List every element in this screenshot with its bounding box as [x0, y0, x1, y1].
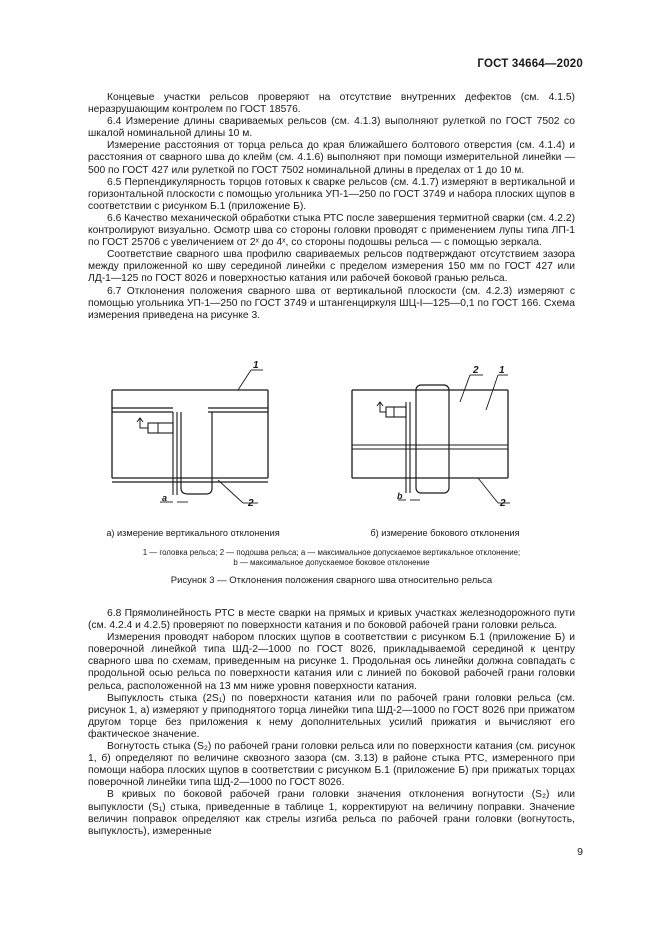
legend-line-1: 1 — головка рельса; 2 — подошва рельса; a — максимальное допускаемое вертикальное отклонение; — [142, 548, 521, 557]
callout-1-a: 1 — [253, 360, 259, 371]
legend-line-2: b — максимальное допускаемое боковое отклонение — [233, 558, 430, 567]
paragraph: Выпуклость стыка (2S₁) по поверхности катания или по рабочей грани головки рельса (см. рисунок 1, а) измеряют у приподнятого торца линейки типа ШД-2—1000 по ГОСТ 8026 при прижатом другом торце без приложения к нему дополнительных усилий прижатия и вычисляют его фактическое значение. — [88, 692, 575, 740]
figure-label-a: а) измерение вертикального отклонения — [106, 528, 280, 538]
paragraph: Вогнутость стыка (S₂) по рабочей грани головки рельса или по поверхности катания (см. рисунок 1, б) определяют по величине сквозного зазора (см. 3.13) в районе стыка РТС, измеренного при помощи набора плоских щупов в соответствии с рисунком Б.1 (приложение Б) при прижатых торцах поверочной линейки типа ШД-2—1000 по ГОСТ 8026. — [88, 741, 575, 789]
paragraph: Измерение расстояния от торца рельса до края ближайшего болтового отверстия (см. 4.1.4) и расстояния от сварного шва до клейм (см. 4.1.6) выполняют при помощи измерительной линейки — 500 по ГОСТ 427 или рулеткой по ГОСТ 7502 номинальной длины в пределах от 1 до 10 м. — [88, 140, 575, 176]
figure-callouts — [162, 360, 506, 509]
diagram-b — [352, 375, 510, 503]
paragraph: 6.8 Прямолинейность РТС в месте сварки на прямых и кривых участках железнодорожного пути (см. 4.2.4 и 4.2.5) проверяют по поверхности катания и по боковой рабочей грани головки рельса. — [88, 608, 575, 632]
callout-2-a: 2 — [248, 498, 254, 509]
paragraph: 6.6 Качество механической обработки стыка РТС после завершения термитной сварки (см. 4.2.2) контролируют визуально. Осмотр шва со стороны головки проводят с применением лупы типа ЛП-1 по ГОСТ 25706 с увеличением от 2ˣ до 4ˣ, со стороны подошвы рельса — с помощью зеркала. — [88, 212, 576, 249]
document-header: ГОСТ 34664—2020 — [477, 58, 583, 70]
figure-3-drawing — [88, 360, 575, 540]
figure-legend — [100, 548, 563, 568]
callout-2-b-bottom: 2 — [500, 498, 506, 509]
figure-caption: Рисунок 3 — Отклонения положения сварного шва относительно рельса — [170, 575, 493, 586]
dimension-b-label: b — [397, 491, 403, 501]
text-block-top — [88, 92, 575, 322]
text-block-bottom — [88, 608, 575, 838]
paragraph: Концевые участки рельсов проверяют на отсутствие внутренних дефектов (см. 4.1.5) неразрушающим контролем по ГОСТ 18576. — [88, 92, 575, 116]
paragraph: Измерения проводят набором плоских щупов в соответствии с рисунком Б.1 (приложение Б) и поверочной линейкой типа ШД-2—1000 по ГОСТ 8026, прикладываемой серединой к центру сварного шва по схемам, приведенным на рисунке 1. Продольная ось линейки должна совпадать с продольной осью рельса по поверхности катания или с линией по боковой рабочей грани головки рельса, расположенной на 13 мм ниже уровня поверхности катания. — [88, 632, 575, 692]
paragraph: 6.4 Измерение длины свариваемых рельсов (см. 4.1.3) выполняют рулеткой по ГОСТ 7502 со шкалой номинальной длины 10 м. — [88, 116, 575, 140]
paragraph: 6.7 Отклонения положения сварного шва от вертикальной плоскости (см. 4.2.3) измеряют с помощью угольника УП-1—250 по ГОСТ 3749 и штангенциркуля ШЦ-I—125—0,1 по ГОСТ 166. Схема измерения приведена на рисунке 3. — [88, 285, 575, 321]
dimension-a-label: a — [162, 493, 168, 503]
callout-1-b: 1 — [499, 365, 505, 376]
paragraph: Соответствие сварного шва профилю свариваемых рельсов подтверждают отсутствием зазора между приложенной ко шву серединой линейки с пределом измерения 150 мм по ГОСТ 427 или ЛД-1—125 по ГОСТ 8026 и поверхностью катания или рабочей боковой гранью рельса. — [88, 249, 575, 285]
paragraph: 6.5 Перпендикулярность торцов готовых к сварке рельсов (см. 4.1.7) измеряют в вертикальной и горизонтальной плоскости с помощью угольника УП-1—250 по ГОСТ 3749 и набора плоских щупов в соответствии с рисунком Б.1 (приложение Б). — [88, 176, 575, 212]
page-number: 9 — [577, 846, 583, 858]
diagram-a — [112, 370, 268, 503]
paragraph: В кривых по боковой рабочей грани головки значения отклонения вогнутости (S₂) или выпуклости (S₁) стыка, приведенные в таблице 1, корректируют на величину поправки. Значение величин поправок определяют как стрелы изгиба рельса по рабочей грани головки (вогнутость, выпуклость), измеренные — [88, 789, 575, 837]
figure-label-b: б) измерение бокового отклонения — [370, 528, 520, 538]
callout-2-b: 2 — [473, 365, 479, 376]
